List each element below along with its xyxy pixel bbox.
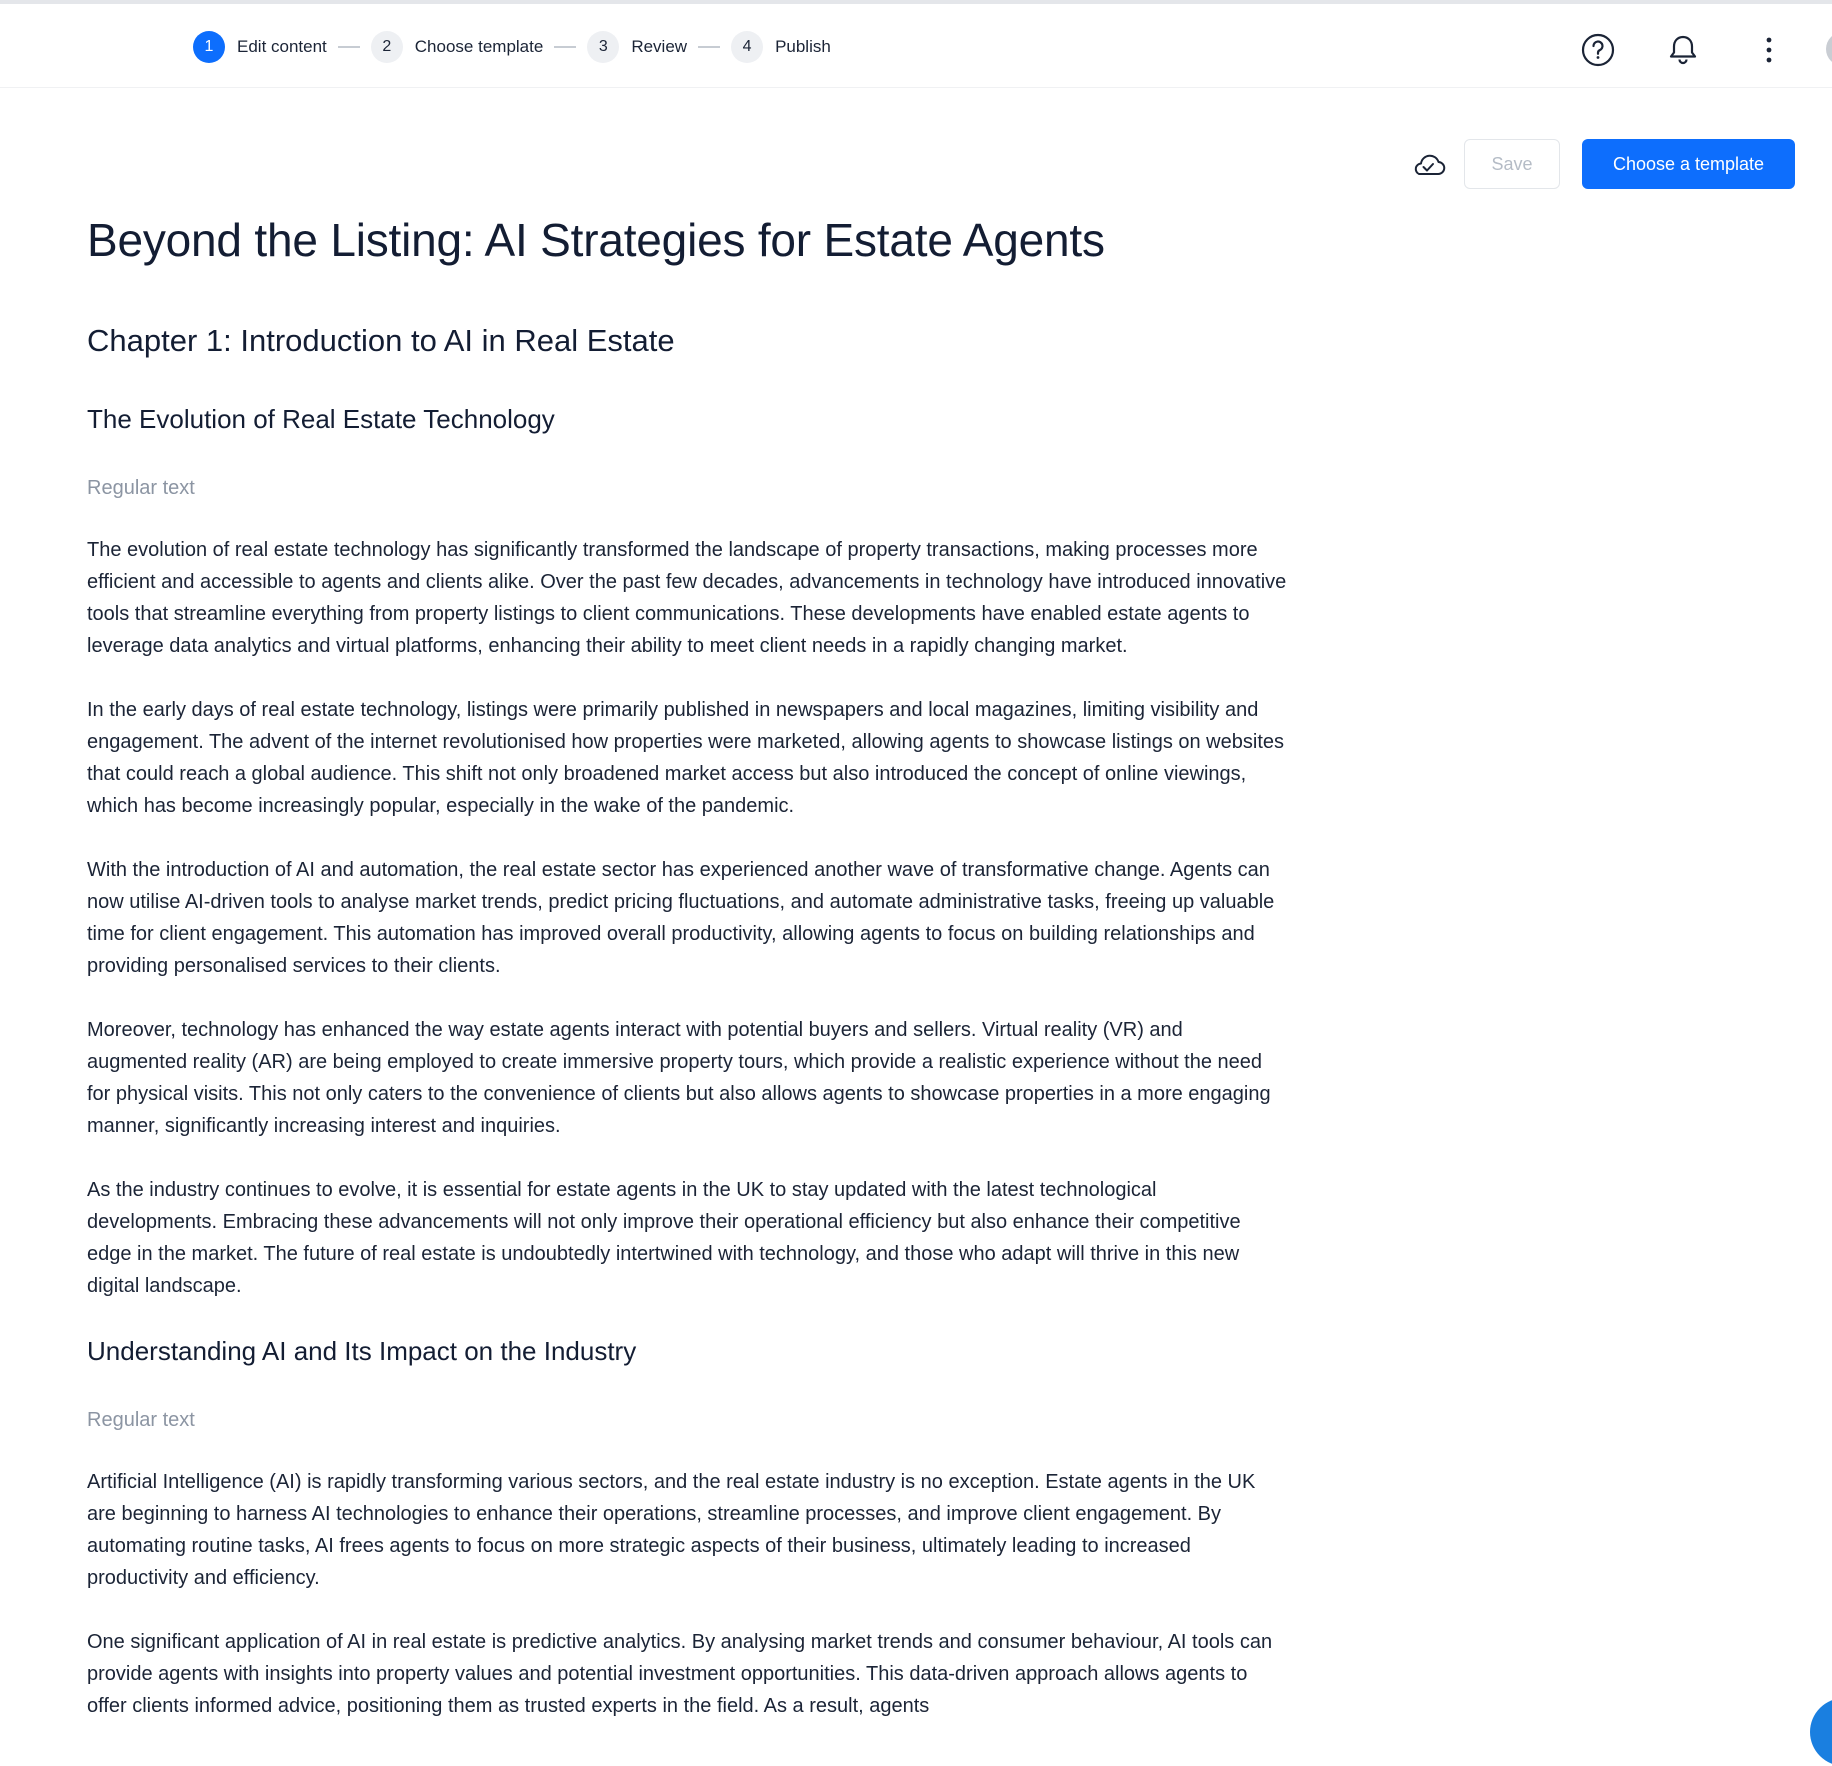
more-vertical-icon[interactable] bbox=[1749, 30, 1789, 70]
cloud-check-icon bbox=[1410, 146, 1446, 182]
step-label: Choose template bbox=[414, 37, 544, 56]
step-choose-template[interactable] bbox=[371, 31, 544, 63]
document-editor[interactable] bbox=[87, 208, 1287, 1722]
step-publish[interactable] bbox=[731, 31, 831, 63]
step-number: 2 bbox=[371, 31, 403, 63]
help-icon[interactable] bbox=[1578, 30, 1618, 70]
bell-icon[interactable] bbox=[1663, 30, 1703, 70]
step-label: Edit content bbox=[237, 37, 327, 56]
step-edit-content[interactable] bbox=[193, 31, 327, 63]
save-button[interactable]: Save bbox=[1464, 139, 1560, 189]
paragraph[interactable]: The evolution of real estate technology has significantly transformed the landscape of property transactions, making processes more efficient and accessible to agents and clients alike. Over the past few decades, advancements in technology have introduced innovative tools that streamline everything from property listings to client communications. These developments have enabled estate agents to leverage data analytics and virtual platforms, enhancing their ability to meet client needs in a rapidly changing market. bbox=[87, 539, 1287, 657]
step-number: 4 bbox=[731, 31, 763, 63]
choose-template-button[interactable]: Choose a template bbox=[1582, 139, 1795, 189]
step-number: 3 bbox=[587, 31, 619, 63]
block-style-placeholder[interactable]: Regular text bbox=[87, 477, 195, 499]
paragraph[interactable]: Artificial Intelligence (AI) is rapidly transforming various sectors, and the real estate industry is no exception. Estate agents in the UK are beginning to harness AI technologies to enhance their operations, streamline processes, and improve client engagement. By automating routine tasks, AI frees agents to focus on more strategic aspects of their business, ultimately leading to increased productivity and efficiency. bbox=[87, 1471, 1256, 1589]
step-separator bbox=[554, 46, 576, 48]
chat-launcher-button[interactable] bbox=[1810, 1698, 1832, 1766]
document-title[interactable]: Beyond the Listing: AI Strategies for Estate Agents bbox=[87, 214, 1105, 266]
paragraph[interactable]: In the early days of real estate technology, listings were primarily published in newspapers and local magazines, limiting visibility and engagement. The advent of the internet revolutionised how properties were marketed, allowing agents to showcase listings on websites that could reach a global audience. This shift not only broadened market access but also introduced the concept of online viewings, which has become increasingly popular, especially in the wake of the pandemic. bbox=[87, 699, 1284, 817]
editor-toolbar bbox=[1410, 139, 1795, 189]
paragraph[interactable]: Moreover, technology has enhanced the way estate agents interact with potential buyers and sellers. Virtual reality (VR) and augmented reality (AR) are being employed to create immersive property tours, which provide a realistic experience without the need for physical visits. This not only caters to the convenience of clients but also allows agents to showcase properties in a more engaging manner, significantly increasing interest and inquiries. bbox=[87, 1019, 1271, 1137]
section-heading[interactable]: The Evolution of Real Estate Technology bbox=[87, 404, 555, 434]
step-number: 1 bbox=[193, 31, 225, 63]
step-separator bbox=[698, 46, 720, 48]
step-label: Review bbox=[631, 37, 688, 56]
step-review[interactable] bbox=[587, 31, 687, 63]
step-label: Publish bbox=[775, 37, 831, 56]
top-navigation-bar bbox=[0, 4, 1832, 88]
paragraph[interactable]: As the industry continues to evolve, it is essential for estate agents in the UK to stay updated with the latest technological developments. Embracing these advancements will not only improve their operational efficiency but also enhance their competitive edge in the market. The future of real estate is undoubtedly intertwined with technology, and those who adapt will thrive in this new digital landscape. bbox=[87, 1179, 1241, 1297]
section-heading[interactable]: Understanding AI and Its Impact on the Industry bbox=[87, 1336, 637, 1366]
paragraph[interactable]: One significant application of AI in real estate is predictive analytics. By analysing market trends and consumer behaviour, AI tools can provide agents with insights into property values and potential investment opportunities. This data-driven approach allows agents to offer clients informed advice, positioning them as trusted experts in the field. As a result, agents bbox=[87, 1631, 1273, 1717]
step-separator bbox=[338, 46, 360, 48]
chapter-heading[interactable]: Chapter 1: Introduction to AI in Real Estate bbox=[87, 323, 675, 358]
block-style-placeholder[interactable]: Regular text bbox=[87, 1409, 195, 1431]
user-avatar[interactable] bbox=[1826, 32, 1832, 66]
workflow-stepper bbox=[193, 30, 831, 64]
paragraph[interactable]: With the introduction of AI and automation, the real estate sector has experienced another wave of transformative change. Agents can now utilise AI-driven tools to analyse market trends, predict pricing fluctuations, and automate administrative tasks, freeing up valuable time for client engagement. This automation has improved overall productivity, allowing agents to focus on building relationships and providing personalised services to their clients. bbox=[87, 859, 1275, 977]
